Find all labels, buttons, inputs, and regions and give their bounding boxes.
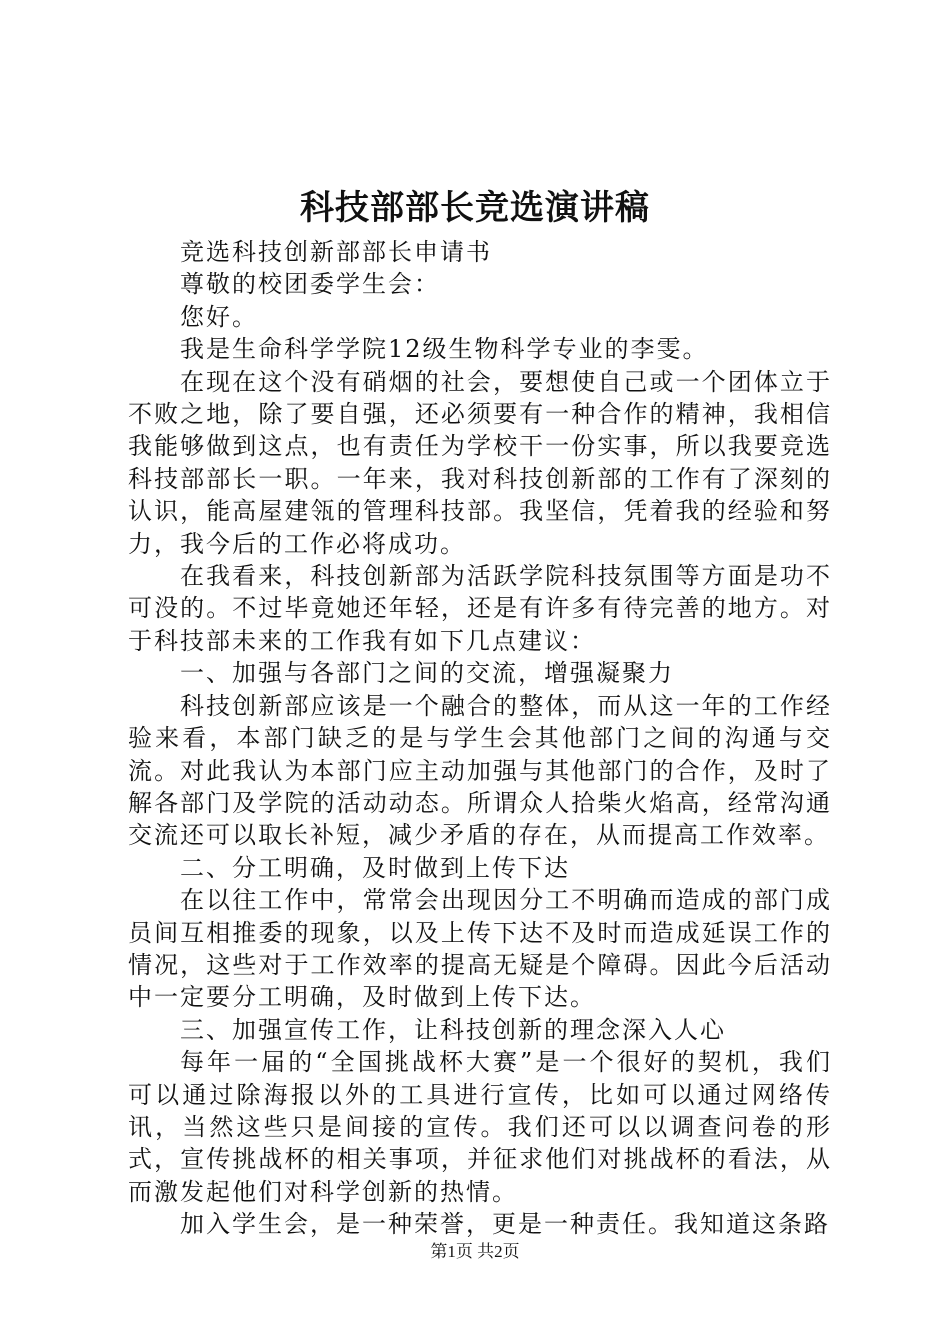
paragraph: 尊敬的校团委学生会： (180, 270, 440, 299)
paragraph: 我是生命科学学院12级生物科学专业的李雯。 (180, 335, 709, 364)
section-heading: 一、加强与各部门之间的交流，增强凝聚力 (180, 659, 674, 688)
document-title: 科技部部长竞选演讲稿 (300, 188, 650, 228)
section-heading: 二、分工明确，及时做到上传下达 (180, 853, 570, 882)
section-heading: 三、加强宣传工作，让科技创新的理念深入人心 (180, 1015, 726, 1044)
document-body (128, 236, 832, 1241)
paragraph: 在现在这个没有硝烟的社会，要想使自己或一个团体立于不败之地，除了要自强，还必须要有一种合作的精神，我相信我能够做到这点，也有责任为学校干一份实事，所以我要竞选科技部部长一职。一年来，我对科技创新部的工作有了深刻的认识，能高屋建瓴的管理科技部。我坚信，凭着我的经验和努力，我今后的工作必将成功。 (128, 367, 832, 558)
page-footer: 第1页 共2页 (430, 1242, 520, 1261)
paragraph: 科技创新部应该是一个融合的整体，而从这一年的工作经验来看，本部门缺乏的是与学生会其他部门之间的沟通与交流。对此我认为本部门应主动加强与其他部门的合作，及时了解各部门及学院的活动动态。所谓众人拾柴火焰高，经常沟通交流还可以取长补短，减少矛盾的存在，从而提高工作效率。 (128, 691, 832, 850)
paragraph: 加入学生会，是一种荣誉，更是一种责任。我知道这条路 (180, 1210, 830, 1239)
paragraph: 在以往工作中，常常会出现因分工不明确而造成的部门成员间互相推委的现象，以及上传下达不及时而造成延误工作的情况，这些对于工作效率的提高无疑是个障碍。因此今后活动中一定要分工明确，及时做到上传下达。 (128, 886, 832, 1012)
paragraph: 竞选科技创新部部长申请书 (180, 238, 492, 266)
paragraph: 每年一届的“全国挑战杯大赛”是一个很好的契机，我们可以通过除海报以外的工具进行宣传，比如可以通过网络传讯，当然这些只是间接的宣传。我们还可以以调查问卷的形式，宣传挑战杯的相关事项，并征求他们对挑战杯的看法，从而激发起他们对科学创新的热情。 (128, 1048, 832, 1206)
paragraph: 在我看来，科技创新部为活跃学院科技氛围等方面是功不可没的。不过毕竟她还年轻，还是有许多有待完善的地方。对于科技部未来的工作我有如下几点建议： (128, 562, 832, 655)
paragraph: 您好。 (180, 302, 258, 331)
